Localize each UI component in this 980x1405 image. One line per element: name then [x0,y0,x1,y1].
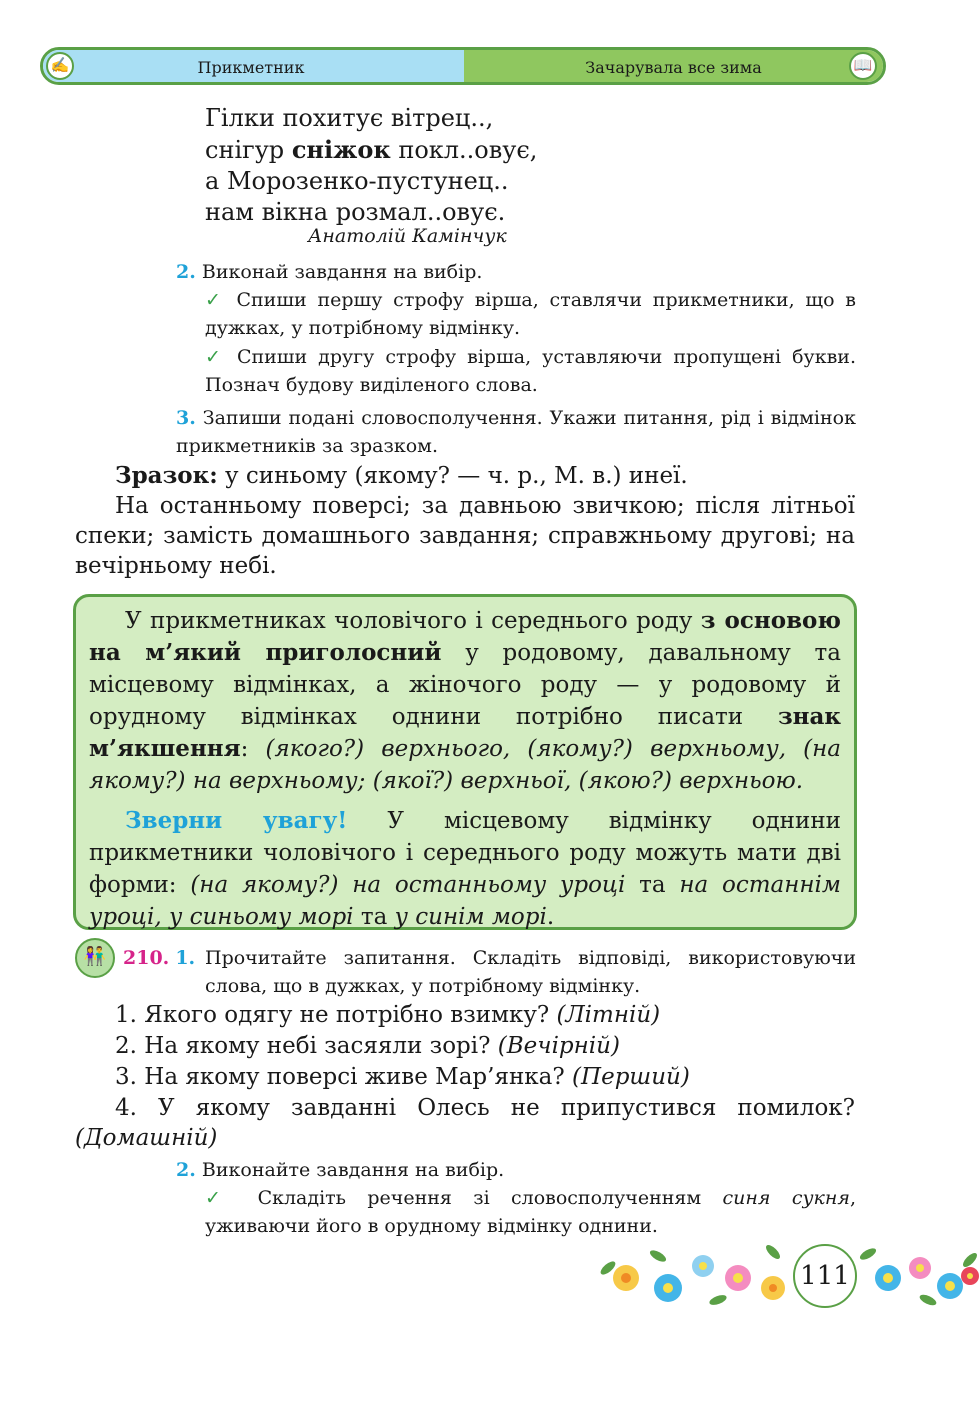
task-2-option-2: ✓ Спиши другу строфу вірша, уставляючи пропущені букви. Познач будову виділеного слова. [205,346,857,396]
sample-label: Зразок: [115,462,218,489]
chapter-title: Зачарувала все зима [585,58,762,77]
poem-line: а Морозенко-пустунец.. [205,167,509,195]
poem-author: Анатолій Камінчук [308,225,507,247]
page-number: 111 [793,1244,857,1308]
poem-line: снігур сніжок покл..овує, [205,135,538,164]
exercise-task-2: 2. Виконайте завдання на вибір. [176,1159,505,1181]
exercise-number: 210. [123,947,170,969]
phrases: На останньому поверсі; за давньою звичкою; після літньої спеки; замість домашнього завдання; справжньому другові; на вечірньому небі. [75,493,855,579]
question: 2. На якому небі засяяли зорі? (Вечірній) [115,1033,620,1059]
note-text: Зверни увагу! У місцевому відмінку однини прикметники чоловічого і середнього роду можуть мати дві форми: (на якому?) на останньому уроці та на останнім уроці, у синьому морі та у синім морі. [89,807,841,930]
section-title: Прикметник [197,58,305,77]
task-number: 3. [176,407,196,429]
poem-line: Гілки похитує вітрец.., [205,104,494,132]
book-icon: 📖 [849,52,877,80]
checkmark-icon: ✓ [205,346,226,368]
subtask-number: 2. [176,1159,196,1181]
flower-decoration-icon [598,1238,980,1318]
header-right [464,50,883,82]
task-3 [176,404,856,460]
poem-line: нам вікна розмал..овує. [205,198,506,226]
task-number: 2. [176,261,196,283]
task-2 [176,258,856,286]
exercise-option: ✓ Складіть речення зі словосполученням синя сукня, уживаючи його в орудному відмінку однини. [205,1187,856,1237]
question: 1. Якого одягу не потрібно взимку? (Літній) [115,1002,661,1028]
checkmark-icon: ✓ [205,1187,237,1209]
question: 3. На якому поверсі живе Мар’янка? (Перший) [115,1064,690,1090]
subtask-number: 1. [175,947,196,969]
task-text: Виконай завдання на вибір. [201,261,483,283]
task-2-option-1: ✓ Спиши першу строфу вірша, ставлячи прикметники, що в дужках, у потрібному відмінку. [205,289,856,339]
checkmark-icon: ✓ [205,289,226,311]
rule-text: У прикметниках чоловічого і середнього роду з основою на м’який приголосний у родовому, давальному та місцевому відмінках, а жіночого роду — у родовому й орудному відмінках однини потрібно писати знак м’якшення: (якого?) верхнього, (якому?) верхньому, (на якому?) на верхньому; (якої?) верхньої, (якою?) верхньою. [89,607,841,794]
page-header [40,47,886,85]
header-left [43,50,464,82]
poem [205,103,537,228]
pen-icon: ✍ [46,52,74,80]
question: 4. У якому завданні Олесь не припустився помилок? (Домашній) [75,1095,855,1151]
exercise-text: Прочитайте запитання. Складіть відповіді, використовуючи слова, що в дужках, у потрібному відмінку. [205,947,856,997]
pair-work-icon: 👫 [75,938,115,978]
task-text: Запиши подані словосполучення. Укажи питання, рід і відмінок прикметників за зразком. [176,407,856,457]
rule-box [73,594,857,930]
sample: Зразок: у синьому (якому? — ч. р., М. в.) инеї. [115,462,688,489]
highlighted-word: сніжок [291,135,391,164]
attention-label: Зверни увагу! [125,807,348,834]
